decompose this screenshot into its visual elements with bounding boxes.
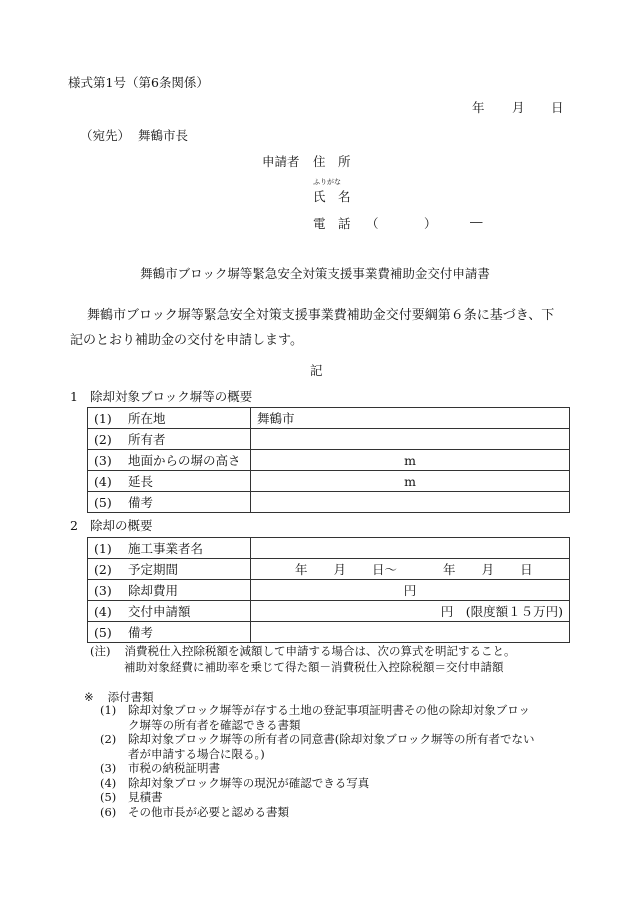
section2-number: 2: [70, 518, 78, 533]
table-row: [88, 622, 570, 643]
location-value: 舞鶴市: [251, 408, 570, 429]
grant-amount-value: 円 (限度額１５万円): [251, 601, 570, 622]
phone-close-paren: ）: [424, 216, 437, 231]
section1-number: 1: [70, 389, 78, 404]
period-end-year: 年: [443, 562, 456, 577]
note-formula: 補助対象経費に補助率を乗じて得た額－消費税仕入控除税額＝交付申請額: [124, 660, 504, 674]
row-number: (4): [94, 474, 112, 489]
row-number: (3): [94, 583, 112, 598]
list-item: (2) 除却対象ブロック塀等の所有者の同意書(除却対象ブロック塀等の所有者でない: [100, 732, 535, 746]
row-label: 延長: [128, 474, 154, 489]
section2-title: 除却の概要: [89, 518, 153, 533]
attachments-list: [100, 703, 535, 819]
table-row: [88, 538, 570, 559]
section1-table: [87, 407, 570, 513]
owner-value: [251, 429, 570, 450]
list-item: (3) 市税の納税証明書: [100, 761, 220, 775]
remarks-value: [251, 622, 570, 643]
addressee: [80, 126, 188, 144]
table-row: [88, 429, 570, 450]
table-row: [88, 408, 570, 429]
removal-cost-unit: 円: [251, 580, 570, 601]
form-number: 様式第1号（第6条関係）: [68, 75, 209, 90]
row-number: (2): [94, 562, 112, 577]
phone-open-paren: （: [366, 216, 379, 231]
row-label: 交付申請額: [128, 604, 191, 619]
phone-dash: ―: [470, 214, 483, 229]
attachments-title: 添付書類: [107, 690, 154, 704]
addressee-label: （宛先）: [80, 128, 131, 143]
section2-heading: [70, 516, 152, 534]
section2-table: [87, 537, 570, 643]
row-label: 除却費用: [128, 583, 179, 598]
row-label: 備考: [128, 495, 154, 510]
applicant-title: 申請者: [262, 154, 300, 169]
length-unit: m: [251, 471, 570, 492]
list-item: (5) 見積書: [100, 790, 163, 804]
period-end-month: 月: [481, 562, 495, 577]
row-label: 施工事業者名: [128, 541, 204, 556]
height-unit: m: [251, 450, 570, 471]
list-item: (1) 除却対象ブロック塀等が存する土地の登記事項証明書その他の除却対象ブロッ: [100, 703, 531, 717]
row-number: (5): [94, 625, 112, 640]
document-title: 舞鶴市ブロック塀等緊急安全対策支援事業費補助金交付申請書: [140, 266, 490, 281]
period-start-year: 年: [295, 562, 308, 577]
row-label: 所有者: [128, 432, 166, 447]
section1-title: 除却対象ブロック塀等の概要: [89, 389, 253, 404]
name-label: 氏 名: [313, 189, 351, 204]
list-item-continuation: 者が申請する場合に限る。): [128, 746, 265, 761]
remarks-value: [251, 492, 570, 513]
table-row: [88, 601, 570, 622]
furigana-label: ふりがな: [313, 178, 341, 186]
table-row: [88, 580, 570, 601]
row-label: 予定期間: [128, 562, 179, 577]
date-day: 日: [551, 100, 564, 115]
period-end-day: 日: [520, 562, 533, 577]
date-month: 月: [512, 100, 525, 115]
attachments-mark: ※: [84, 690, 94, 704]
period-start-day: 日〜: [372, 562, 398, 577]
list-item-continuation: ク塀等の所有者を確認できる書類: [128, 717, 301, 732]
row-number: (3): [94, 453, 112, 468]
addressee-name: 舞鶴市長: [138, 128, 189, 143]
table-row: [88, 492, 570, 513]
row-number: (4): [94, 604, 112, 619]
row-number: (5): [94, 495, 112, 510]
ki-marker: 記: [310, 363, 323, 378]
row-label: 所在地: [128, 411, 166, 426]
period-value: [251, 559, 570, 580]
note-line-1: [90, 643, 515, 659]
phone-label: 電 話: [313, 216, 351, 231]
note-label: (注): [90, 644, 111, 658]
row-label: 備考: [128, 625, 154, 640]
list-item: (4) 除却対象ブロック塀等の現況が確認できる写真: [100, 775, 370, 790]
row-number: (1): [94, 541, 112, 556]
row-number: (2): [94, 432, 112, 447]
row-label: 地面からの塀の高さ: [128, 453, 241, 468]
note-text-1: 消費税仕入控除税額を減額して申請する場合は、次の算式を明記すること。: [124, 644, 516, 658]
table-row: [88, 471, 570, 492]
period-start-month: 月: [333, 562, 347, 577]
body-line-2: 記のとおり補助金の交付を申請します。: [70, 333, 303, 348]
list-item: (6) その他市長が必要と認める書類: [100, 804, 289, 819]
table-row: [88, 559, 570, 580]
table-row: [88, 450, 570, 471]
contractor-value: [251, 538, 570, 559]
row-number: (1): [94, 411, 112, 426]
date-year: 年: [472, 100, 485, 115]
section1-heading: [70, 387, 252, 405]
address-label: 住 所: [313, 154, 351, 169]
body-line-1: 舞鶴市ブロック塀等緊急安全対策支援事業費補助金交付要綱第６条に基づき、下: [87, 308, 555, 323]
